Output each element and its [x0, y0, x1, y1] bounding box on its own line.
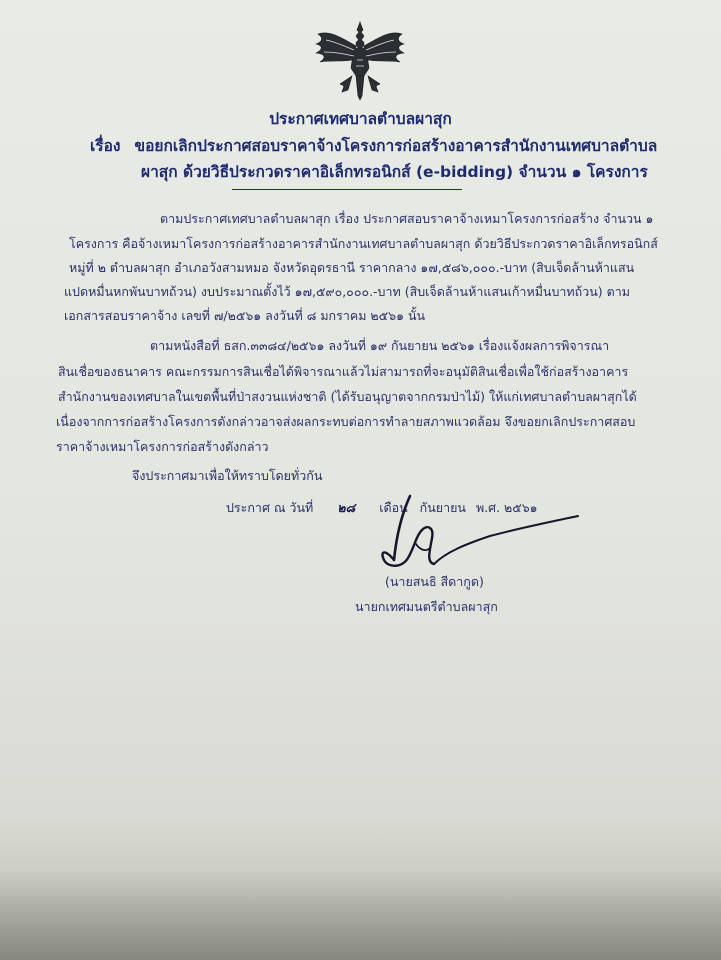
- handwritten-signature: [370, 488, 585, 573]
- body-paragraph-1-line-5: เอกสารสอบราคาจ้าง เลขที่ ๗/๒๕๖๑ ลงวันที่ ๘ มกราคม ๒๕๖๑ นั้น: [64, 308, 426, 323]
- date-month-label: เดือน: [379, 500, 408, 515]
- body-paragraph-1-line-1: ตามประกาศเทศบาลตำบลผาสุก เรื่อง ประกาศสอบราคาจ้างเหมาโครงการก่อสร้าง จำนวน ๑: [160, 211, 654, 226]
- announcement-org-title: ประกาศเทศบาลตำบลผาสุก: [269, 110, 452, 128]
- closing-statement: จึงประกาศมาเพื่อให้ทราบโดยทั่วกัน: [132, 468, 323, 483]
- announcement-subject-row: [90, 139, 657, 155]
- date-prefix: ประกาศ ณ วันที่: [226, 500, 314, 515]
- date-year: พ.ศ. ๒๕๖๑: [475, 500, 538, 515]
- subject-label: เรื่อง: [90, 137, 121, 155]
- body-paragraph-2-line-3: สำนักงานของเทศบาลในเขตพื้นที่ป่าสงวนแห่งชาติ (ได้รับอนุญาตจากกรมป่าไม้) ให้แก่เทศบาลตำบลผาสุกได้: [58, 389, 637, 404]
- body-paragraph-2-line-5: ราคาจ้างเหมาโครงการก่อสร้างดังกล่าว: [56, 439, 269, 454]
- photo-shadow: [0, 870, 721, 960]
- subject-line-1: ขอยกเลิกประกาศสอบราคาจ้างโครงการก่อสร้างอาคารสำนักงานเทศบาลตำบล: [134, 137, 658, 155]
- date-day: ๒๘: [337, 500, 356, 515]
- signatory-name: (นายสนธิ สีดากูด): [385, 574, 484, 589]
- header-divider: [232, 189, 462, 190]
- body-paragraph-1-line-3: หมู่ที่ ๒ ตำบลผาสุก อำเภอวังสามหมอ จังหวัดอุดรธานี ราคากลาง ๑๗,๕๘๖,๐๐๐.-บาท (สิบเจ็ดล้านห้าแสน: [69, 260, 635, 275]
- body-paragraph-1-line-2: โครงการ คือจ้างเหมาโครงการก่อสร้างอาคารสำนักงานเทศบาลตำบลผาสุก ด้วยวิธีประกวดราคาอิเล็กทรอนิกส์: [69, 236, 658, 251]
- date-month: กันยายน: [419, 500, 466, 515]
- subject-line-2: ผาสุก ด้วยวิธีประกวดราคาอิเล็กทรอนิกส์ (e-bidding) จำนวน ๑ โครงการ: [141, 163, 648, 181]
- body-paragraph-1-line-4: แปดหมื่นหกพันบาทถ้วน) งบประมาณตั้งไว้ ๑๗,๕๙๐,๐๐๐.-บาท (สิบเจ็ดล้านห้าแสนเก้าหมื่นบาทถ้วน) ตาม: [64, 284, 631, 299]
- body-paragraph-2-line-2: สินเชื่อของธนาคาร คณะกรรมการสินเชื่อได้พิจารณาแล้วไม่สามารถที่จะอนุมัติสินเชื่อเพื่อใช้ก่อสร้างอาคาร: [58, 364, 629, 379]
- body-paragraph-2-line-4: เนื่องจากการก่อสร้างโครงการดังกล่าวอาจส่งผลกระทบต่อการทำลายสภาพแวดล้อม จึงขอยกเลิกประกาศสอบ: [56, 414, 636, 429]
- signatory-position: นายกเทศมนตรีตำบลผาสุก: [355, 599, 498, 614]
- garuda-emblem: [312, 20, 408, 102]
- body-paragraph-2-line-1: ตามหนังสือที่ ธสก.๓๓๘๔/๒๕๖๑ ลงวันที่ ๑๙ กันยายน ๒๕๖๑ เรื่องแจ้งผลการพิจารณา: [150, 338, 610, 353]
